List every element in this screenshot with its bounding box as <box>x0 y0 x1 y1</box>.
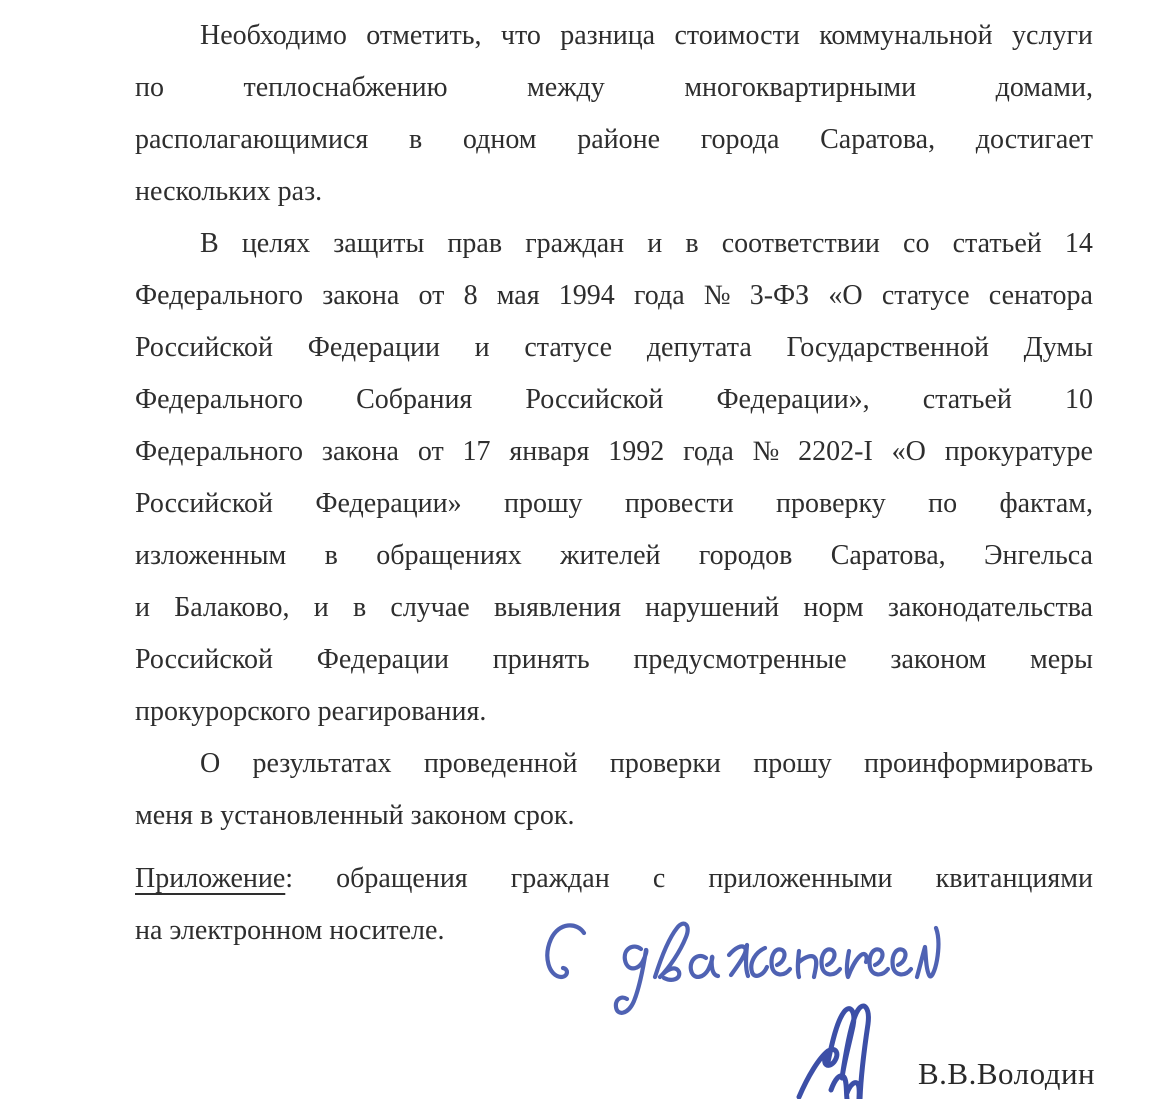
word: 2202-I <box>798 436 873 467</box>
word: и <box>135 592 150 623</box>
word: предусмотренные <box>633 644 847 675</box>
word: жителей <box>560 540 661 571</box>
word: с <box>652 863 666 894</box>
word: Российской <box>135 332 273 363</box>
word: 8 <box>463 280 478 311</box>
word: года <box>683 436 734 467</box>
word: № <box>703 280 731 311</box>
text-line: меня в установленный законом срок. <box>135 800 575 831</box>
word: города <box>700 124 780 155</box>
text-line <box>135 62 1093 114</box>
word: Саратова, <box>820 124 936 155</box>
word: 1992 <box>608 436 665 467</box>
word: приложенными <box>708 863 893 894</box>
word: законом <box>890 644 987 675</box>
text-line <box>135 218 1093 270</box>
word: проверку <box>776 488 886 519</box>
word: и <box>474 332 490 363</box>
word: января <box>509 436 590 467</box>
word: домами, <box>995 72 1093 103</box>
word: граждан <box>525 228 625 259</box>
word: случае <box>390 592 470 623</box>
word: норм <box>803 592 864 623</box>
word: защиты <box>333 228 425 259</box>
word: проинформировать <box>864 748 1093 779</box>
word: районе <box>577 124 661 155</box>
word: прошу <box>753 748 832 779</box>
word: Думы <box>1023 332 1093 363</box>
word: многоквартирными <box>684 72 917 103</box>
word: прокуратуре <box>944 436 1093 467</box>
word: «О <box>891 436 926 467</box>
text-line <box>135 270 1093 322</box>
word: в <box>408 124 423 155</box>
letter-body <box>135 10 1093 957</box>
word: статьей <box>922 384 1012 415</box>
text-line <box>135 426 1093 478</box>
text-line <box>135 738 1093 790</box>
word: Балаково, <box>174 592 290 623</box>
word: от <box>418 280 445 311</box>
word: обращениях <box>376 540 522 571</box>
word: одном <box>462 124 537 155</box>
text-line: прокурорского реагирования. <box>135 696 487 727</box>
word: законодательства <box>887 592 1093 623</box>
word: меры <box>1030 644 1093 675</box>
attachment-paragraph <box>135 853 1093 957</box>
word: Энгельса <box>984 540 1093 571</box>
word: городов <box>698 540 793 571</box>
word: теплоснабжению <box>243 72 448 103</box>
word: прошу <box>503 488 583 519</box>
text-line <box>135 10 1093 62</box>
text-line <box>135 478 1093 530</box>
word: прав <box>447 228 503 259</box>
paragraph-3 <box>135 738 1093 842</box>
word: Федерального <box>135 436 304 467</box>
word: квитанциями <box>935 863 1093 894</box>
word: Федерального <box>135 384 304 415</box>
word: мая <box>496 280 540 311</box>
signature-flourish-ink <box>799 1006 868 1099</box>
word: по <box>928 488 958 519</box>
signer-name: В.В.Володин <box>918 1056 1096 1091</box>
word: выявления <box>493 592 621 623</box>
word: сенатора <box>988 280 1093 311</box>
word: проверки <box>609 748 721 779</box>
word: депутата <box>646 332 752 363</box>
word: принять <box>492 644 590 675</box>
attachment-label-word: Приложение <box>135 863 286 894</box>
word: Собрания <box>356 384 473 415</box>
text-line: на электронном носителе. <box>135 915 445 946</box>
word: года <box>633 280 685 311</box>
word: стоимости <box>674 20 800 51</box>
word: статьей <box>952 228 1042 259</box>
word: статусе <box>524 332 613 363</box>
word: 14 <box>1064 228 1093 259</box>
word: закона <box>322 280 400 311</box>
attachment-colon: : <box>285 863 294 894</box>
word: и <box>647 228 663 259</box>
word: отметить, <box>366 20 482 51</box>
word: коммунальной <box>819 20 993 51</box>
word: обращения <box>336 863 468 894</box>
word: граждан <box>510 863 610 894</box>
word: статусе <box>881 280 970 311</box>
word: целях <box>241 228 311 259</box>
word: 10 <box>1064 384 1093 415</box>
text-line <box>135 853 1093 905</box>
text-line <box>135 322 1093 374</box>
word: «О <box>828 280 863 311</box>
text-line <box>135 114 1093 166</box>
paragraph-2 <box>135 218 1093 738</box>
word: Государственной <box>786 332 989 363</box>
word: изложенным <box>135 540 287 571</box>
word: Федерации <box>307 332 440 363</box>
word: и <box>313 592 329 623</box>
word: от <box>417 436 444 467</box>
word: в <box>324 540 338 571</box>
text-line <box>135 374 1093 426</box>
word: по <box>135 72 164 103</box>
word: 17 <box>462 436 491 467</box>
text-line <box>135 634 1093 686</box>
word: Российской <box>135 644 273 675</box>
word: со <box>903 228 930 259</box>
word: фактам, <box>999 488 1093 519</box>
word: закона <box>321 436 399 467</box>
attachment-label <box>135 853 293 905</box>
text-line <box>135 530 1093 582</box>
word: между <box>527 72 605 103</box>
text-line: нескольких раз. <box>135 176 323 207</box>
word: Федерации» <box>315 488 462 519</box>
word: что <box>500 20 541 51</box>
word: О <box>200 748 221 779</box>
word: Российской <box>525 384 664 415</box>
word: Федерального <box>135 280 304 311</box>
word: Федерации <box>316 644 449 675</box>
word: Федерации», <box>716 384 870 415</box>
word: в <box>352 592 367 623</box>
word: достигает <box>975 124 1093 155</box>
word: соответствии <box>721 228 880 259</box>
word: 1994 <box>558 280 615 311</box>
word: нарушений <box>645 592 780 623</box>
word: результатах <box>252 748 392 779</box>
word: в <box>685 228 699 259</box>
word: Необходимо <box>200 20 347 51</box>
word: В <box>200 228 219 259</box>
text-line <box>135 582 1093 634</box>
word: 3-ФЗ <box>749 280 810 311</box>
word: провести <box>624 488 734 519</box>
word: располагающимися <box>135 124 369 155</box>
word: Саратова, <box>830 540 946 571</box>
paragraph-1 <box>135 10 1093 218</box>
word: проведенной <box>423 748 578 779</box>
word: разница <box>560 20 656 51</box>
word: № <box>752 436 780 467</box>
word: услуги <box>1012 20 1093 51</box>
word: Российской <box>135 488 273 519</box>
